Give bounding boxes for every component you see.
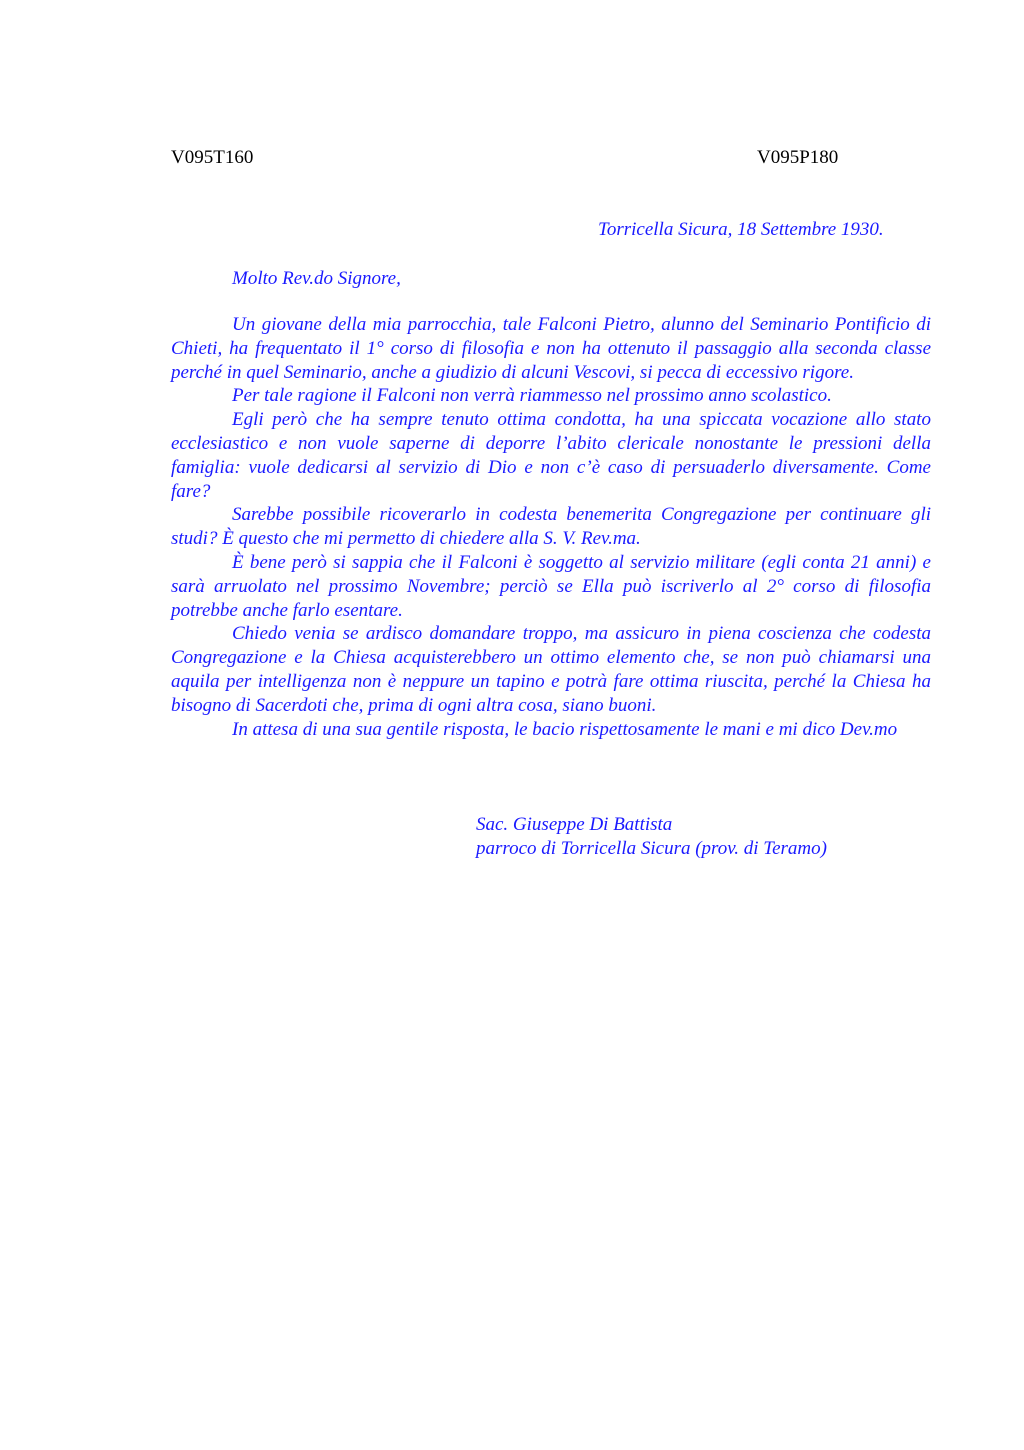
letter-paragraph: Sarebbe possibile ricoverarlo in codesta benemerita Congregazione per continuare gli studi? È questo che mi permetto di chiedere alla S. V. Rev.ma.: [171, 504, 931, 550]
letter-paragraph: È bene però si sappia che il Falconi è soggetto al servizio militare (egli conta 21 anni) e sarà arruolato nel prossimo Novembre; perciò se Ella può iscriverlo al 2° corso di filosofia potrebbe anche farlo esentare.: [171, 551, 931, 621]
letter-body: [171, 313, 931, 741]
letter-signature: [476, 813, 827, 861]
letter-dateline: Torricella Sicura, 18 Settembre 1930.: [598, 219, 884, 240]
letter-salutation: Molto Rev.do Signore,: [232, 268, 401, 289]
signature-title: parroco di Torricella Sicura (prov. di Teramo): [476, 838, 827, 859]
letter-paragraph: Chiedo venia se ardisco domandare troppo, ma assicuro in piena coscienza che codesta Congregazione e la Chiesa acquisterebbero un ottimo elemento che, se non può chiamarsi una aquila per intelligenza non è neppure un tapino e potrà fare ottima riuscita, perché la Chiesa ha bisogno di Sacerdoti che, prima di ogni altra cosa, siano buoni.: [171, 623, 931, 716]
letter-paragraph: Per tale ragione il Falconi non verrà riammesso nel prossimo anno scolastico.: [232, 385, 832, 407]
document-code-left: V095T160: [171, 147, 254, 168]
signature-name: Sac. Giuseppe Di Battista: [476, 814, 673, 835]
letter-paragraph: In attesa di una sua gentile risposta, le bacio rispettosamente le mani e mi dico Dev.mo: [232, 718, 898, 740]
document-code-right: V095P180: [757, 147, 839, 168]
letter-paragraph: Egli però che ha sempre tenuto ottima condotta, ha una spiccata vocazione allo stato ecclesiastico e non vuole saperne di deporre l’abito clericale nonostante le pressioni della famiglia: vuole dedicarsi al servizio di Dio e non c’è caso di persuaderlo diversamente. Come fare?: [171, 409, 931, 502]
letter-paragraph: Un giovane della mia parrocchia, tale Falconi Pietro, alunno del Seminario Pontificio di Chieti, ha frequentato il 1° corso di filosofia e non ha ottenuto il passaggio alla seconda classe perché in quel Seminario, anche a giudizio di alcuni Vescovi, si pecca di eccessivo rigore.: [171, 314, 931, 383]
